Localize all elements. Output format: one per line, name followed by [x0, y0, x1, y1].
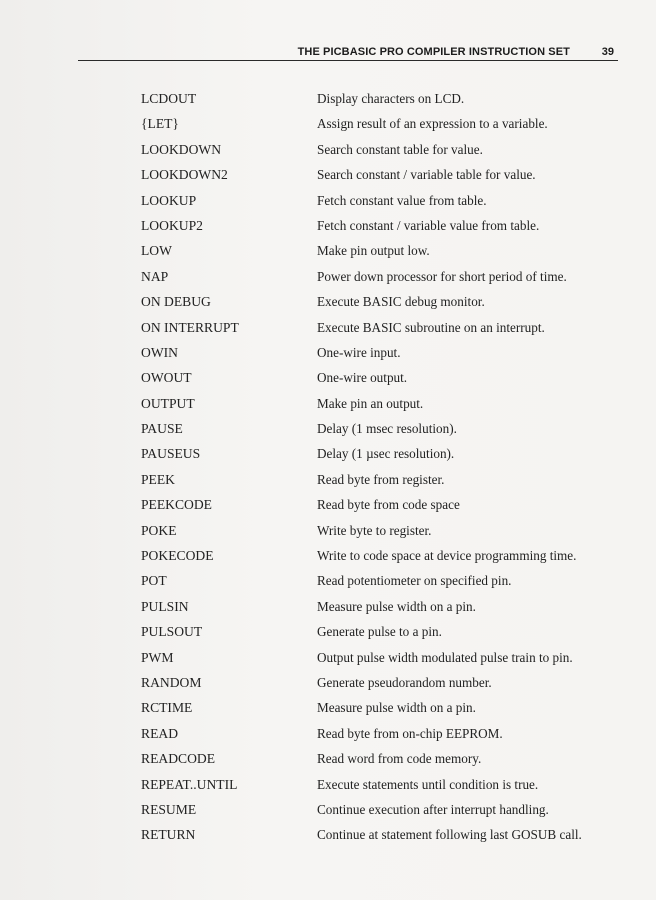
- instruction-row: [0, 167, 656, 192]
- instruction-description: Make pin output low.: [317, 243, 430, 259]
- instruction-command: ON DEBUG: [141, 294, 211, 310]
- instruction-row: [0, 243, 656, 268]
- instruction-description: Write byte to register.: [317, 522, 432, 538]
- instruction-command: RESUME: [141, 801, 197, 817]
- instruction-description: Continue at statement following last GOSUB call.: [317, 827, 582, 843]
- instruction-row: [0, 345, 656, 370]
- instruction-row: [0, 370, 656, 395]
- instruction-command: PEEKCODE: [141, 497, 212, 513]
- page-number: 39: [601, 46, 614, 58]
- instruction-command: LOOKDOWN2: [141, 167, 228, 183]
- instruction-description: Execute BASIC debug monitor.: [317, 294, 485, 310]
- instruction-description: Make pin an output.: [317, 395, 424, 411]
- instruction-row: [0, 396, 656, 421]
- instruction-row: [0, 218, 656, 243]
- instruction-row: [0, 802, 656, 827]
- instruction-description: Delay (1 msec resolution).: [317, 421, 457, 437]
- instruction-row: [0, 573, 656, 598]
- instruction-command: READ: [141, 725, 179, 741]
- instruction-table: [0, 91, 656, 853]
- instruction-command: ON INTERRUPT: [141, 319, 239, 335]
- instruction-description: Read byte from code space: [317, 497, 460, 513]
- instruction-row: [0, 675, 656, 700]
- instruction-description: Fetch constant / variable value from table.: [317, 217, 540, 233]
- instruction-description: Read word from code memory.: [317, 751, 482, 767]
- instruction-command: RCTIME: [141, 700, 193, 716]
- instruction-row: [0, 320, 656, 345]
- instruction-row: [0, 472, 656, 497]
- instruction-description: Delay (1 µsec resolution).: [317, 446, 455, 462]
- instruction-row: [0, 523, 656, 548]
- instruction-row: [0, 497, 656, 522]
- instruction-command: POKECODE: [141, 548, 214, 564]
- instruction-command: LOOKUP: [141, 192, 197, 208]
- instruction-command: NAP: [141, 268, 169, 284]
- instruction-description: Execute statements until condition is true.: [317, 776, 539, 792]
- instruction-description: Power down processor for short period of time.: [317, 268, 567, 284]
- instruction-description: Generate pulse to a pin.: [317, 624, 442, 640]
- running-header: [0, 0, 656, 60]
- instruction-description: Read potentiometer on specified pin.: [317, 573, 512, 589]
- instruction-row: [0, 269, 656, 294]
- instruction-command: PULSOUT: [141, 624, 203, 640]
- instruction-command: {LET}: [141, 116, 179, 132]
- header-rule: [78, 60, 618, 61]
- instruction-row: [0, 599, 656, 624]
- instruction-row: [0, 650, 656, 675]
- instruction-description: One-wire output.: [317, 370, 408, 386]
- instruction-command: PEEK: [141, 471, 175, 487]
- instruction-description: One-wire input.: [317, 344, 401, 360]
- instruction-row: [0, 193, 656, 218]
- instruction-description: Generate pseudorandom number.: [317, 674, 492, 690]
- instruction-command: PWM: [141, 649, 174, 665]
- instruction-command: POKE: [141, 522, 177, 538]
- instruction-command: LOOKDOWN: [141, 141, 222, 157]
- instruction-row: [0, 548, 656, 573]
- instruction-row: [0, 446, 656, 471]
- instruction-description: Measure pulse width on a pin.: [317, 700, 476, 716]
- instruction-description: Read byte from on-chip EEPROM.: [317, 725, 503, 741]
- instruction-command: RANDOM: [141, 674, 202, 690]
- instruction-row: [0, 827, 656, 852]
- instruction-command: RETURN: [141, 827, 196, 843]
- instruction-description: Write to code space at device programming time.: [317, 548, 577, 564]
- instruction-row: [0, 751, 656, 776]
- instruction-row: [0, 421, 656, 446]
- instruction-row: [0, 91, 656, 116]
- instruction-command: OWOUT: [141, 370, 192, 386]
- instruction-description: Measure pulse width on a pin.: [317, 598, 476, 614]
- instruction-command: LOW: [141, 243, 172, 259]
- instruction-command: OWIN: [141, 344, 178, 360]
- instruction-description: Output pulse width modulated pulse train to pin.: [317, 649, 573, 665]
- instruction-command: LCDOUT: [141, 91, 197, 106]
- instruction-row: [0, 624, 656, 649]
- instruction-row: [0, 116, 656, 141]
- instruction-command: LOOKUP2: [141, 217, 203, 233]
- header-title: THE PICBASIC PRO COMPILER INSTRUCTION SET: [297, 46, 570, 58]
- instruction-row: [0, 726, 656, 751]
- instruction-row: [0, 294, 656, 319]
- instruction-command: POT: [141, 573, 167, 589]
- instruction-description: Read byte from register.: [317, 471, 445, 487]
- instruction-command: PULSIN: [141, 598, 189, 614]
- instruction-command: OUTPUT: [141, 395, 195, 411]
- instruction-command: PAUSEUS: [141, 446, 201, 462]
- instruction-row: [0, 777, 656, 802]
- instruction-description: Assign result of an expression to a variable.: [317, 116, 548, 132]
- instruction-command: PAUSE: [141, 421, 183, 437]
- instruction-command: READCODE: [141, 751, 216, 767]
- instruction-row: [0, 142, 656, 167]
- instruction-description: Search constant / variable table for value.: [317, 167, 536, 183]
- instruction-description: Display characters on LCD.: [317, 91, 465, 106]
- instruction-description: Fetch constant value from table.: [317, 192, 487, 208]
- instruction-description: Continue execution after interrupt handling.: [317, 801, 549, 817]
- instruction-row: [0, 700, 656, 725]
- instruction-description: Search constant table for value.: [317, 141, 483, 157]
- instruction-description: Execute BASIC subroutine on an interrupt.: [317, 319, 545, 335]
- instruction-command: REPEAT..UNTIL: [141, 776, 238, 792]
